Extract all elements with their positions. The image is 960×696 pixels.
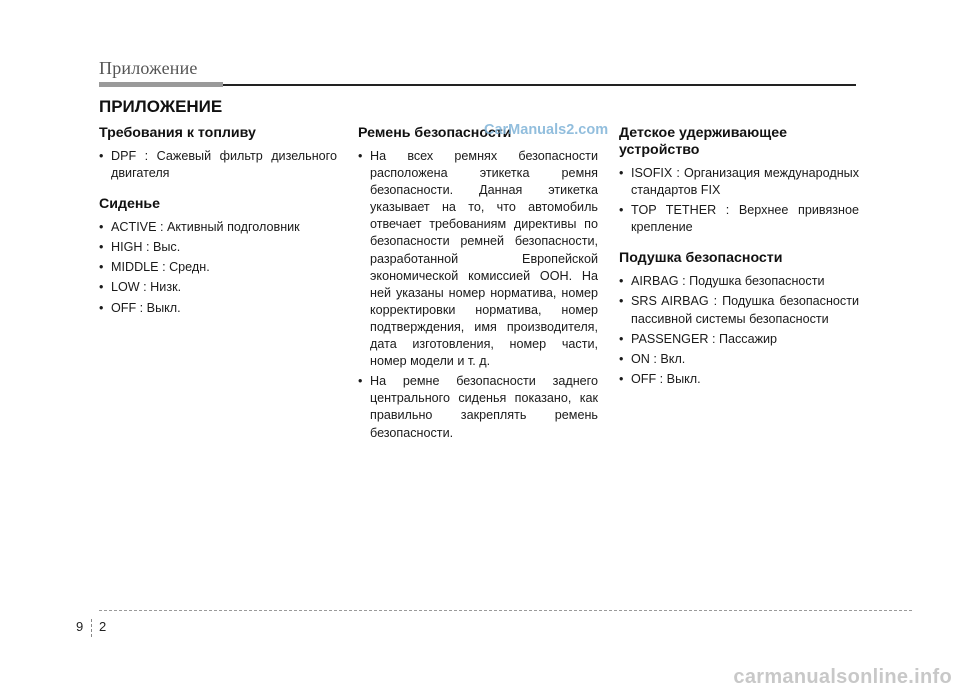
list-item: • OFF : Выкл. xyxy=(619,371,859,388)
airbag-heading: Подушка безопасности xyxy=(619,250,783,267)
section-title: Приложение xyxy=(99,58,198,78)
seat-list xyxy=(99,219,337,316)
child-restraint-heading: Детское удерживающее устройство xyxy=(619,125,788,158)
list-item: • SRS AIRBAG : Подушка безопасности пассивной системы безопасности xyxy=(619,293,859,327)
belt-heading: Ремень безопасности xyxy=(358,125,512,141)
list-item-text: Верхнее привязное крепление xyxy=(631,203,860,235)
belt-list xyxy=(358,148,598,442)
column-right xyxy=(619,125,859,391)
seat-heading: Сиденье xyxy=(99,196,161,213)
footer-rule xyxy=(99,610,912,611)
page-number: 2 xyxy=(99,619,107,634)
airbag-list xyxy=(619,273,859,388)
list-item: • MIDDLE : Средн. xyxy=(99,259,337,276)
list-item: • На всех ремнях безопасности расположена этикетка ремня безопасности. Данная этикетка указывает на то, что автомобиль отвечает требованиям директивы по безопасности ремней безопасности, разработанной Европейской экономической комиссией ООН. На ней указаны номер норматива, номер корректировки норматива, номер подтверждения, имя производителя, дата изготовления, номер части, номер модели и т. д. xyxy=(358,148,598,370)
list-item-term: TOP TETHER : xyxy=(631,203,730,218)
list-item xyxy=(619,202,859,236)
list-item-text: Организация международных стандартов FIX xyxy=(631,166,859,198)
list-item: • HIGH : Выс. xyxy=(99,239,337,256)
watermark-top: CarManuals2.com xyxy=(484,122,609,138)
list-item: • PASSENGER : Пассажир xyxy=(619,331,859,348)
list-item: • ACTIVE : Активный подголовник xyxy=(99,219,337,236)
fuel-list xyxy=(99,148,337,182)
list-item: • На ремне безопасности заднего центрального сиденья показано, как правильно закреплять ремень безопасности. xyxy=(358,373,598,441)
list-item: • AIRBAG : Подушка безопасности xyxy=(619,273,859,290)
child-restraint-list xyxy=(619,165,859,236)
header-rule-accent xyxy=(99,82,223,87)
column-middle xyxy=(358,125,598,445)
page-chapter: 9 xyxy=(76,619,84,634)
list-item-term: ISOFIX : xyxy=(631,166,680,180)
fuel-heading: Требования к топливу xyxy=(99,125,256,141)
list-item: • ON : Вкл. xyxy=(619,351,859,368)
page-separator xyxy=(91,619,92,637)
watermark-bottom: carmanualsonline.info xyxy=(733,666,952,688)
page-heading: ПРИЛОЖЕНИЕ xyxy=(99,97,223,116)
list-item: • DPF : Сажевый фильтр дизельного двигателя xyxy=(99,148,337,182)
list-item: • OFF : Выкл. xyxy=(99,300,337,317)
column-left xyxy=(99,125,337,320)
list-item xyxy=(619,165,859,199)
list-item: • LOW : Низк. xyxy=(99,279,337,296)
